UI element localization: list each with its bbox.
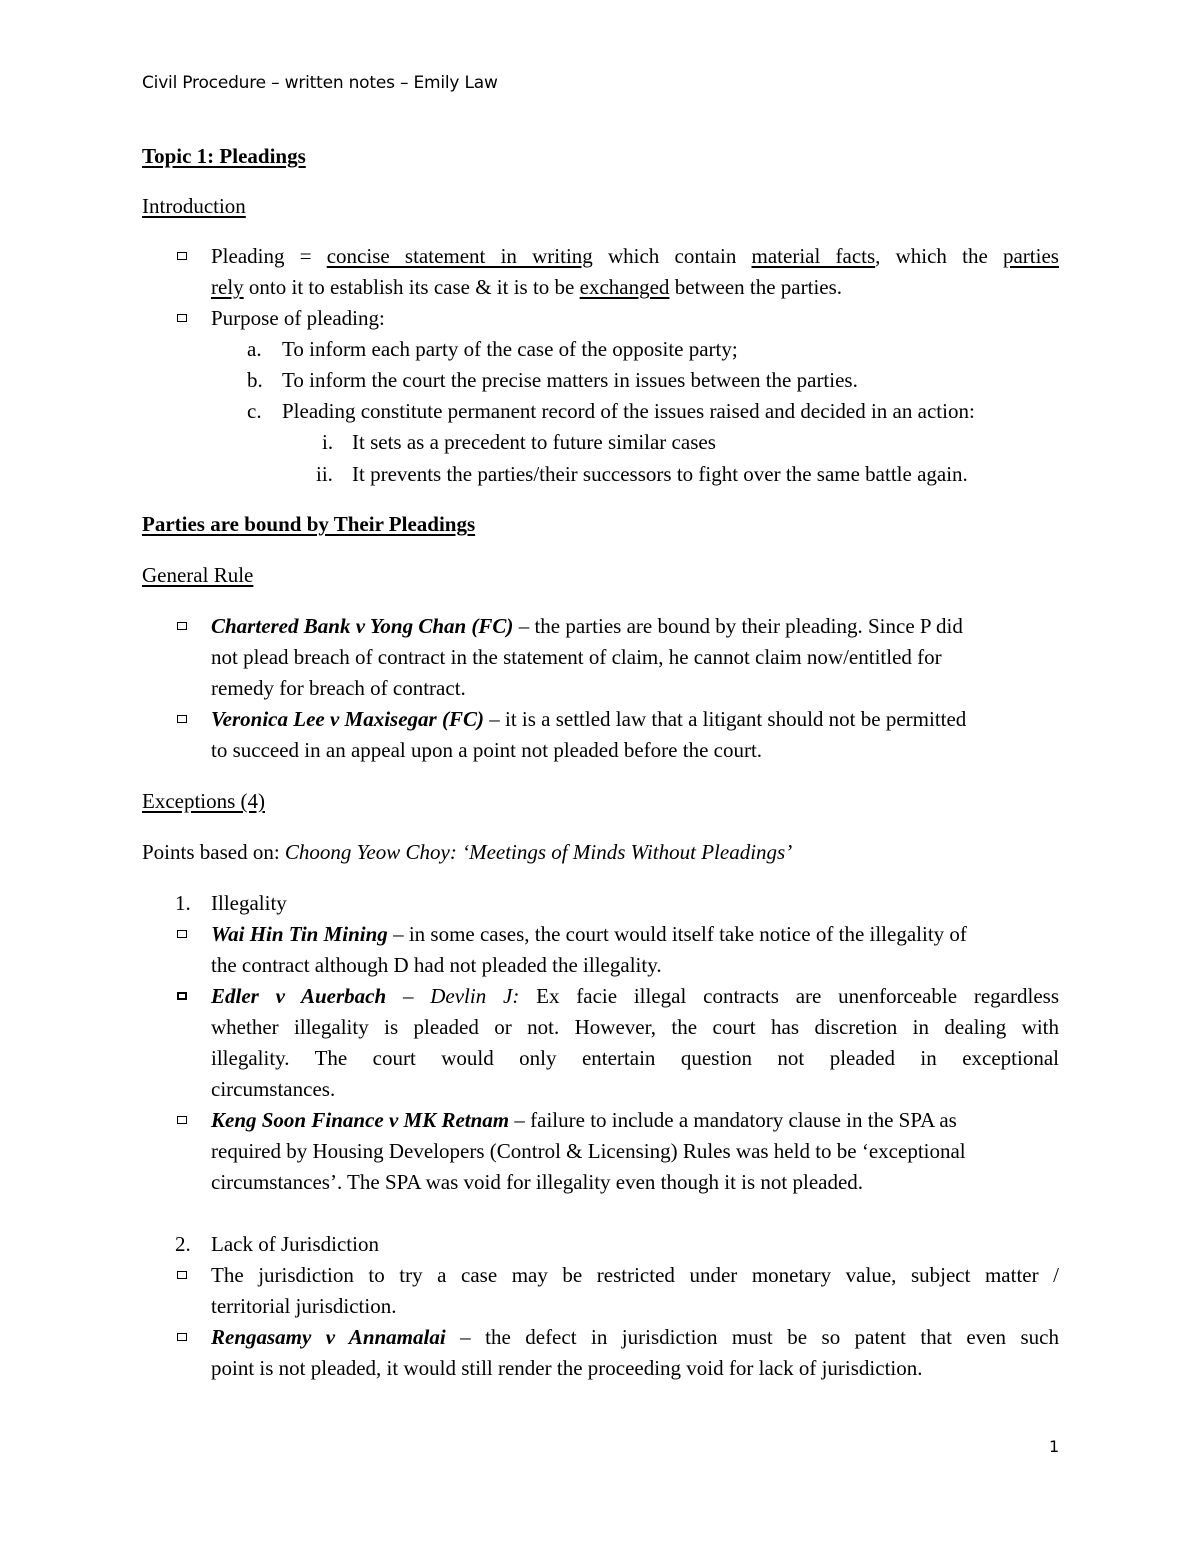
purpose-item-a: To inform each party of the case of the opposite party; xyxy=(282,337,738,361)
case-keng-soon-line1: Keng Soon Finance v MK Retnam – failure to include a mandatory clause in the SPA as xyxy=(211,1108,957,1132)
case-rengasamy-line1: Rengasamy v Annamalai – the defect in jurisdiction must be so patent that even such xyxy=(211,1325,1059,1349)
case-edler-line3: illegality. The court would only entertain question not pleaded in exceptional xyxy=(211,1046,1059,1070)
page-number: 1 xyxy=(1049,1437,1060,1456)
points-based-on: Points based on: Choong Yeow Choy: ‘Meetings of Minds Without Pleadings’ xyxy=(142,840,793,864)
exceptions-heading: Exceptions (4) xyxy=(142,789,266,813)
jurisdiction-line2: territorial jurisdiction. xyxy=(211,1294,397,1318)
exception-2-title: Lack of Jurisdiction xyxy=(211,1232,379,1256)
bullet-square-icon xyxy=(177,314,187,322)
section-heading-bound: Parties are bound by Their Pleadings xyxy=(142,512,476,536)
case-wai-hin-line1: Wai Hin Tin Mining – in some cases, the court would itself take notice of the illegality of xyxy=(211,922,967,946)
exception-1-marker: 1. xyxy=(175,891,191,915)
case-chartered-bank-line1: Chartered Bank v Yong Chan (FC) – the parties are bound by their pleading. Since P did xyxy=(211,614,963,638)
case-keng-soon-line3: circumstances’. The SPA was void for illegality even though it is not pleaded. xyxy=(211,1170,864,1194)
exception-2-marker: 2. xyxy=(175,1232,191,1256)
bullet-square-icon xyxy=(177,1271,187,1279)
bullet-square-icon xyxy=(177,622,187,630)
topic-title: Topic 1: Pleadings xyxy=(142,144,306,168)
purpose-item-c: Pleading constitute permanent record of the issues raised and decided in an action: xyxy=(282,399,975,423)
case-wai-hin-line2: the contract although D had not pleaded the illegality. xyxy=(211,953,662,977)
general-rule-heading: General Rule xyxy=(142,563,254,587)
case-chartered-bank-line2: not plead breach of contract in the statement of claim, he cannot claim now/entitled for xyxy=(211,645,942,669)
purpose-marker-b: b. xyxy=(247,368,263,392)
case-keng-soon-line2: required by Housing Developers (Control & Licensing) Rules was held to be ‘exceptional xyxy=(211,1139,966,1163)
case-chartered-bank-line3: remedy for breach of contract. xyxy=(211,676,466,700)
intro-heading: Introduction xyxy=(142,194,246,218)
bullet-square-icon xyxy=(177,1116,187,1124)
case-veronica-lee-line1: Veronica Lee v Maxisegar (FC) – it is a settled law that a litigant should not be permitted xyxy=(211,707,967,731)
purpose-marker-a: a. xyxy=(247,337,262,361)
exception-1-title: Illegality xyxy=(211,891,287,915)
sub-marker-i: i. xyxy=(322,430,334,454)
case-edler-line1: Edler v Auerbach – Devlin J: Ex facie illegal contracts are unenforceable regardless xyxy=(211,984,1059,1008)
bullet-square-icon xyxy=(177,252,187,260)
pleading-definition-line2: rely onto it to establish its case & it is to be exchanged between the parties. xyxy=(211,275,843,299)
purpose-marker-c: c. xyxy=(247,399,262,423)
case-edler-line4: circumstances. xyxy=(211,1077,336,1101)
sub-marker-ii: ii. xyxy=(316,462,333,486)
page-header: Civil Procedure – written notes – Emily Law xyxy=(142,73,498,93)
bullet-square-icon xyxy=(177,992,187,1000)
case-rengasamy-line2: point is not pleaded, it would still render the proceeding void for lack of jurisdiction. xyxy=(211,1356,923,1380)
sub-item-i: It sets as a precedent to future similar cases xyxy=(352,430,716,454)
jurisdiction-line1: The jurisdiction to try a case may be restricted under monetary value, subject matter / xyxy=(211,1263,1059,1287)
bullet-square-icon xyxy=(177,930,187,938)
pleading-definition-line1: Pleading = concise statement in writing which contain material facts, which the parties xyxy=(211,244,1059,268)
case-veronica-lee-line2: to succeed in an appeal upon a point not pleaded before the court. xyxy=(211,738,763,762)
sub-item-ii: It prevents the parties/their successors to fight over the same battle again. xyxy=(352,462,968,486)
bullet-square-icon xyxy=(177,715,187,723)
bullet-square-icon xyxy=(177,1333,187,1341)
purpose-item-b: To inform the court the precise matters in issues between the parties. xyxy=(282,368,858,392)
case-edler-line2: whether illegality is pleaded or not. However, the court has discretion in dealing with xyxy=(211,1015,1059,1039)
purpose-heading: Purpose of pleading: xyxy=(211,306,385,330)
